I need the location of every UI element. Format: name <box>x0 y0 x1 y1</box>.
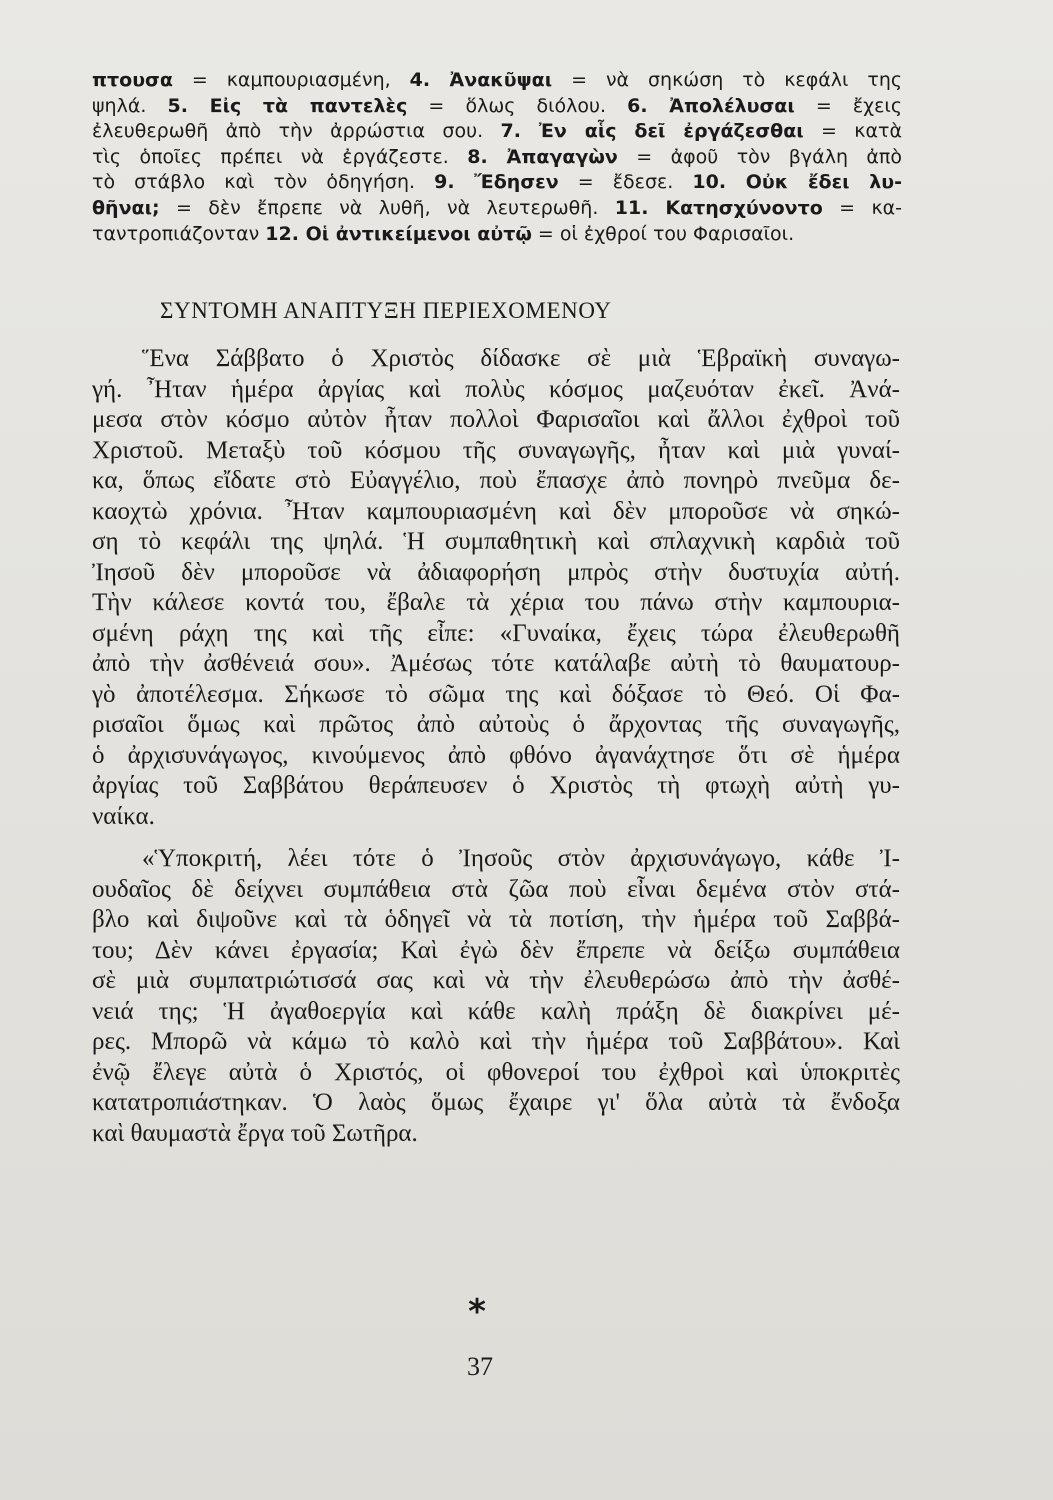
text-line: ναίκα. <box>92 802 155 830</box>
glossary-definition: ἐλευθερωθῆ ἀπὸ τὴν ἀρρώστια σου. <box>92 120 501 143</box>
page-number: 37 <box>467 1352 493 1381</box>
text-line: Ἕνα Σάββατο ὁ Χριστὸς δίδασκε σὲ μιὰ Ἑβραϊκὴ συναγω- <box>142 345 900 372</box>
glossary-term: 7. Ἐν αἷς δεῖ ἐργάζεσθαι <box>500 120 804 143</box>
summary-text <box>92 344 900 1149</box>
text-line: νειά της; Ἡ ἀγαθοεργία καὶ κάθε καλὴ πράξη δὲ διακρίνει μέ- <box>92 997 900 1025</box>
glossary-definition: τὸ στάβλο καὶ τὸν ὁδηγήση. <box>92 171 435 194</box>
glossary-term: θῆναι; <box>92 196 160 219</box>
text-line: ὁ ἀρχισυνάγωγος, κινούμενος ἀπὸ φθόνο ἀγανάχτησε ὅτι σὲ ἡμέρα <box>92 741 900 769</box>
glossary-term: 9. Ἔδησεν <box>434 171 559 194</box>
glossary-term: πτουσα <box>92 69 173 91</box>
text-line: σμένη ράχη της καὶ τῆς εἶπε: «Γυναίκα, ἔχεις τώρα ἐλευθερωθῆ <box>92 619 900 647</box>
paragraph-1 <box>92 344 900 832</box>
glossary-line <box>92 196 902 222</box>
text-line: Ἰησοῦ δὲν μποροῦσε νὰ ἀδιαφορήση μπρὸς στὴν δυστυχία αὐτή. <box>92 558 900 586</box>
glossary-term: 4. Ἀνακῦψαι <box>409 69 553 91</box>
glossary-line <box>92 222 902 248</box>
text-line: ρισαῖοι ὅμως καὶ πρῶτος ἀπὸ αὐτοὺς ὁ ἄρχοντας τῆς συναγωγῆς, <box>92 711 900 738</box>
text-line: γή. Ἦταν ἡμέρα ἀργίας καὶ πολὺς κόσμος μαζευόταν ἐκεῖ. Ἀνά- <box>92 375 900 403</box>
glossary-term: 12. Οἱ ἀντικείμενοι αὐτῷ <box>265 222 532 245</box>
text-line: ρες. Μπορῶ νὰ κάμω τὸ καλὸ καὶ τὴν ἡμέρα τοῦ Σαββάτου». Καὶ <box>92 1028 900 1055</box>
glossary-term: 6. Ἀπολέλυσαι <box>627 94 795 117</box>
glossary-term: 5. Εἰς τὰ παντελὲς <box>167 94 408 117</box>
text-line: γὸ ἀποτέλεσμα. Σήκωσε τὸ σῶμα της καὶ δόξασε τὸ Θεό. Οἱ Φα- <box>92 680 900 708</box>
glossary-definition: = νὰ σηκώση τὸ κεφάλι της <box>552 69 903 91</box>
section-heading: ΣΥΝΤΟΜΗ ΑΝΑΠΤΥΞΗ ΠΕΡΙΕΧΟΜΕΝΟΥ <box>160 298 612 323</box>
glossary-line <box>92 119 902 145</box>
text-line: ση τὸ κεφάλι της ψηλά. Ἡ συμπαθητικὴ καὶ σπλαχνικὴ καρδιὰ τοῦ <box>92 528 900 555</box>
text-line: του; Δὲν κάνει ἐργασία; Καὶ ἐγὼ δὲν ἔπρεπε νὰ δείξω συμπάθεια <box>92 936 900 964</box>
glossary-definition: ψηλά. <box>92 94 168 117</box>
asterisk-separator: * <box>468 1292 486 1332</box>
glossary-definition: = κατὰ <box>803 120 902 143</box>
text-line: ἀργίας τοῦ Σαββάτου θεράπευσεν ὁ Χριστὸς τὴ φτωχὴ αὐτὴ γυ- <box>92 772 900 799</box>
glossary-definition: = δὲν ἔπρεπε νὰ λυθῆ, νὰ λευτερωθῆ. <box>159 196 615 219</box>
text-line: «Ὑποκριτή, λέει τότε ὁ Ἰησοῦς στὸν ἀρχισυνάγωγο, κάθε Ἰ- <box>142 845 900 872</box>
text-line: Χριστοῦ. Μεταξὺ τοῦ κόσμου τῆς συναγωγῆς, ἦταν καὶ μιὰ γυναί- <box>92 436 900 464</box>
glossary-definition: = ἔχεις <box>794 94 902 117</box>
glossary-term: 11. Κατησχύνοντο <box>614 196 823 219</box>
text-line: σὲ μιὰ συμπατριώτισσά σας καὶ νὰ τὴν ἐλευθερώσω ἀπὸ τὴν ἀσθέ- <box>92 967 900 994</box>
text-line: καὶ θαυμαστὰ ἔργα τοῦ Σωτῆρα. <box>92 1119 418 1147</box>
text-line: ουδαῖος δὲ δείχνει συμπάθεια στὰ ζῶα ποὺ εἶναι δεμένα στὸν στά- <box>92 875 900 903</box>
text-line: κατατροπιάστηκαν. Ὁ λαὸς ὅμως ἔχαιρε γι' ὅλα αὐτὰ τὰ ἔνδοξα <box>92 1089 900 1116</box>
glossary-definition: = ὅλως διόλου. <box>407 94 628 117</box>
glossary-definition: = κα- <box>822 196 903 219</box>
glossary-definition: τὶς ὁποῖες πρέπει νὰ ἐργάζεστε. <box>92 145 468 168</box>
text-line: κα, ὅπως εἴδατε στὸ Εὐαγγέλιο, ποὺ ἔπασχε ἀπὸ πονηρὸ πνεῦμα δε- <box>92 467 900 494</box>
text-line: μεσα στὸν κόσμο αὐτὸν ἦταν πολλοὶ Φαρισαῖοι καὶ ἄλλοι ἐχθροὶ τοῦ <box>92 406 900 433</box>
text-line: καοχτὼ χρόνια. Ἦταν καμπουριασμένη καὶ δὲν μποροῦσε νὰ σηκώ- <box>92 497 900 525</box>
text-line: Τὴν κάλεσε κοντά του, ἔβαλε τὰ χέρια του πάνω στὴν καμπουρια- <box>92 589 900 616</box>
glossary-notes <box>92 68 902 247</box>
glossary-definition: = ἔδεσε. <box>558 171 693 194</box>
glossary-definition: ταντροπιάζονταν <box>92 222 266 245</box>
glossary-term: 8. Ἀπαγαγὼν <box>467 145 618 168</box>
text-line: ἐνῷ ἔλεγε αὐτὰ ὁ Χριστός, οἱ φθονεροί του ἐχθροὶ καὶ ὑποκριτὲς <box>92 1058 900 1086</box>
glossary-definition: = ἀφοῦ τὸν βγάλη ἀπὸ <box>617 145 903 168</box>
paragraph-2 <box>92 844 900 1149</box>
glossary-line <box>92 145 902 171</box>
glossary-line <box>92 94 902 120</box>
glossary-line <box>92 170 902 196</box>
text-line: βλο καὶ διψοῦνε καὶ τὰ ὁδηγεῖ νὰ τὰ ποτίση, τὴν ἡμέρα τοῦ Σαββά- <box>92 906 900 933</box>
text-line: ἀπὸ τὴν ἀσθένειά σου». Ἀμέσως τότε κατάλαβε αὐτὴ τὸ θαυματουρ- <box>92 650 900 677</box>
glossary-definition: = οἱ ἐχθροί του Φαρισαῖοι. <box>531 222 795 245</box>
glossary-line <box>92 68 902 94</box>
glossary-definition: = καμπουριασμένη, <box>172 69 410 91</box>
glossary-term: 10. Οὐκ ἔδει λυ- <box>692 171 902 194</box>
